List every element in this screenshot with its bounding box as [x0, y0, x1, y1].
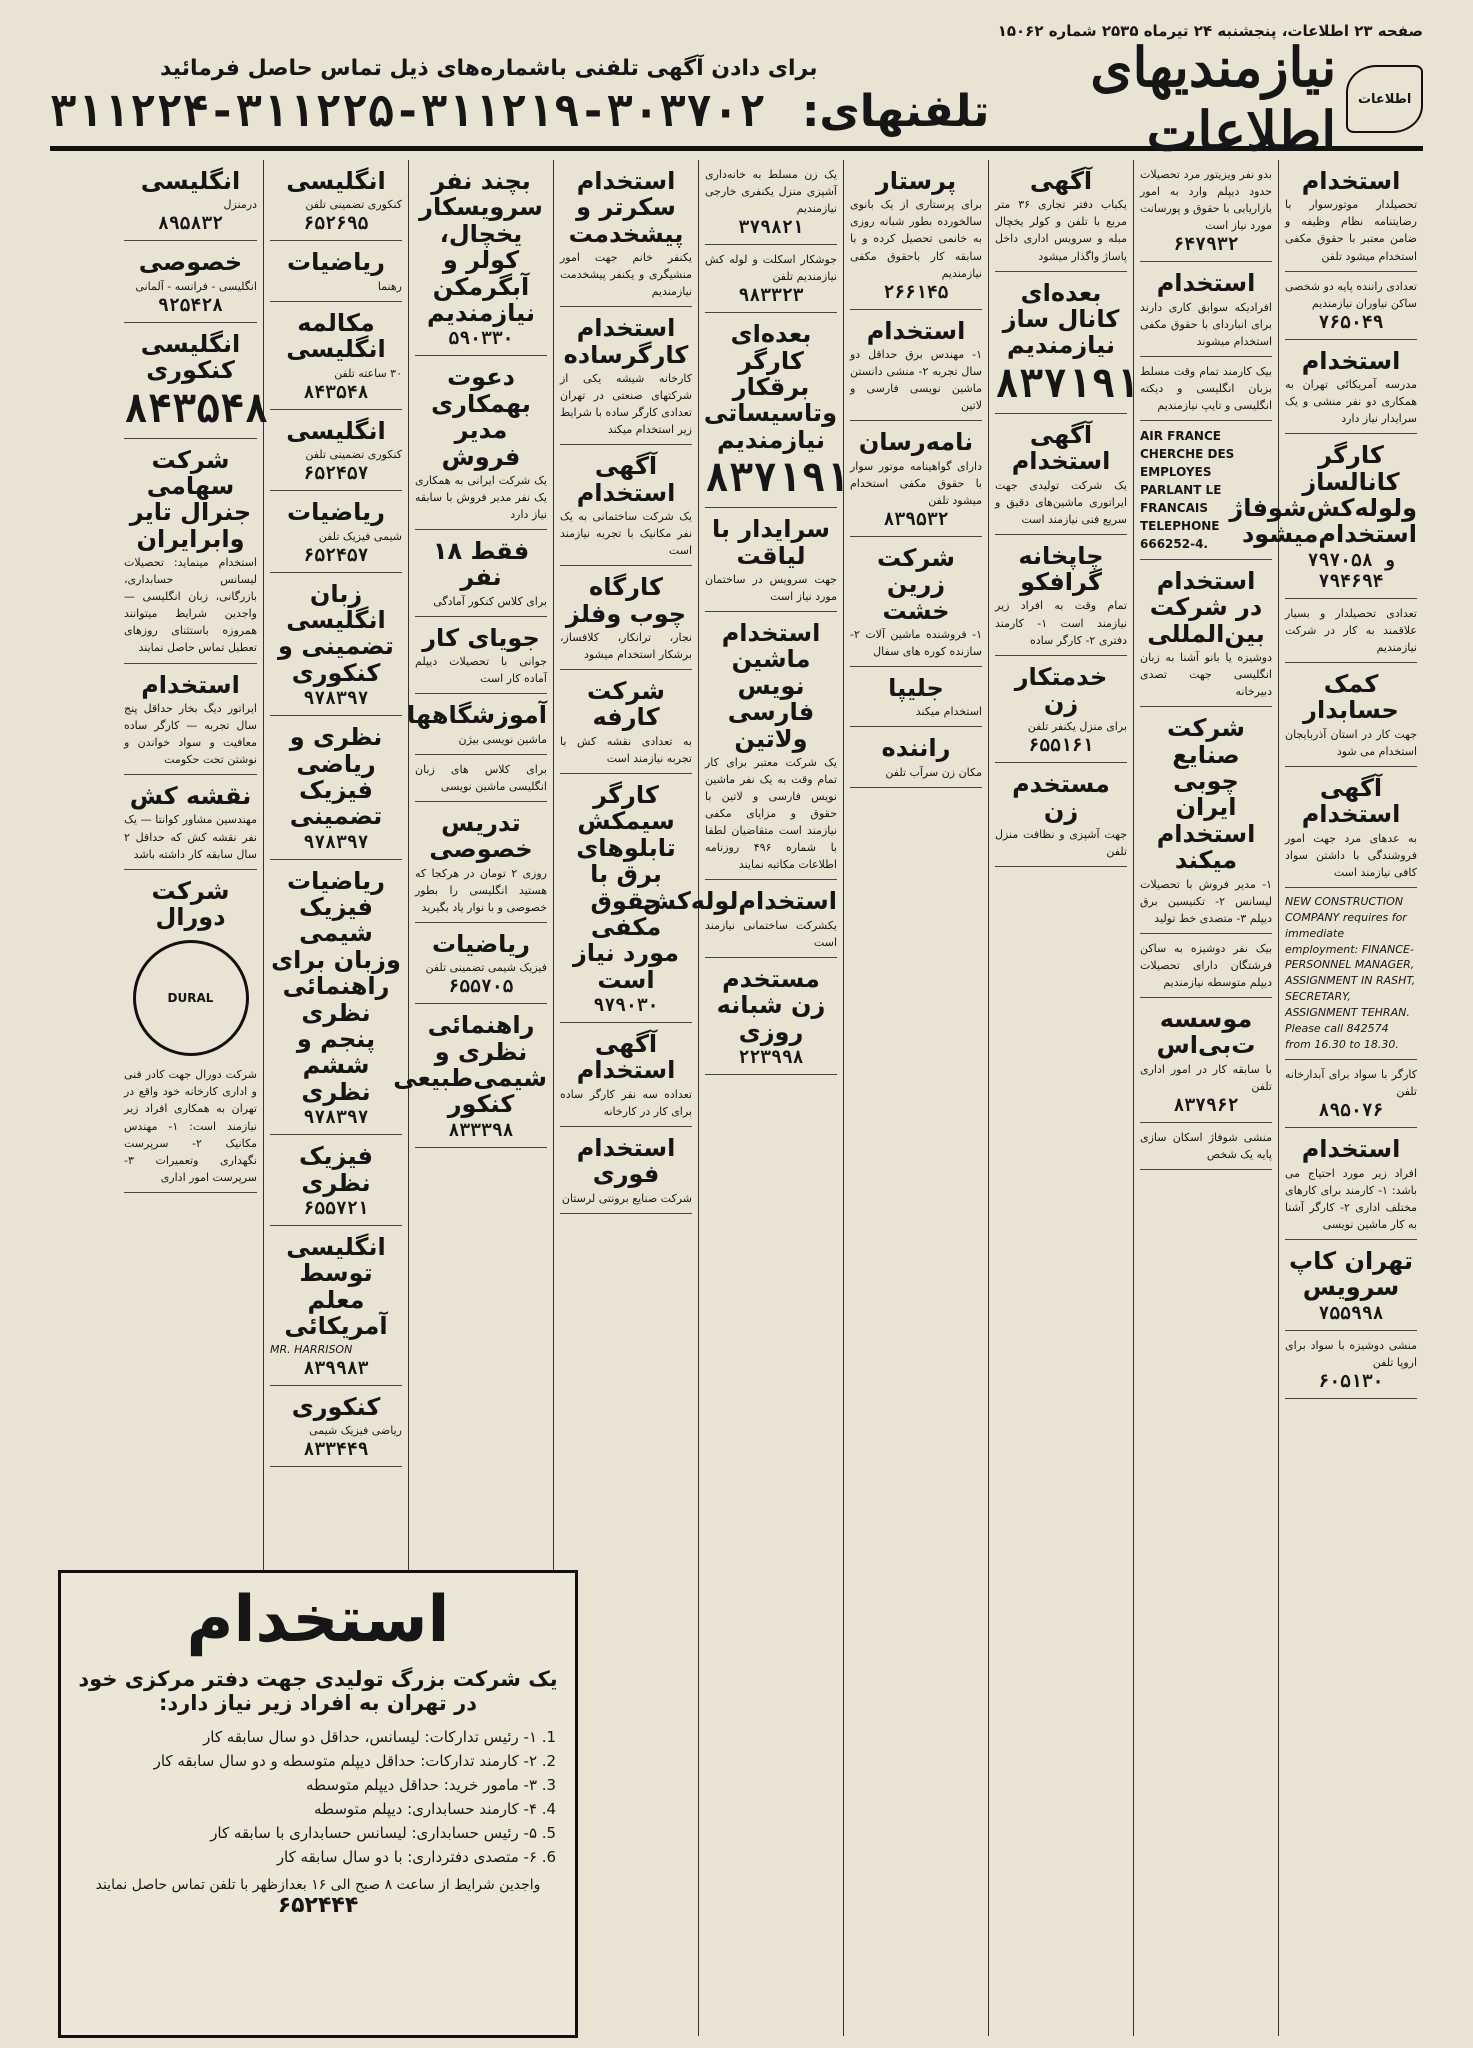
ad-text: ماشین نویسی بیژن — [458, 732, 547, 746]
footer-ad-title: استخدام — [186, 1583, 450, 1657]
ad-title: بعده‌ای کارگر برقکار وتاسیساتی نیازمندیم — [703, 320, 837, 454]
ad-phone: ۹۷۸۳۹۷ — [303, 688, 369, 710]
ad-text: شیمی فیزیک تلفن — [318, 529, 402, 543]
ad-text: افراد زیر مورد احتیاج می باشد: ۱- کارمند برای کارهای مختلف اداری ۲- کارگر آشنا به کار ماشین نویسی — [1285, 1166, 1417, 1231]
classified-ad — [1285, 1240, 1417, 1331]
classified-ad — [1285, 599, 1417, 663]
ad-title: آگهی استخدام — [576, 1030, 676, 1085]
ad-title: آگهی — [1029, 167, 1093, 195]
ad-title: انگلیسی توسط معلم آمریکائی — [284, 1233, 388, 1341]
classified-ad — [560, 774, 692, 1023]
ad-text: جهت کار در استان آذربایجان استخدام می شود — [1285, 727, 1417, 758]
ad-text: کنکوری تضمینی تلفن — [305, 448, 402, 462]
classified-ad — [560, 160, 692, 307]
ad-phone: ۸۳۷۹۶۲ — [1173, 1094, 1239, 1116]
ad-text: برای پرستاری از یک بانوی سالخورده بطور شبانه روزی به خانمی تحصیل کرده و با سابقه کار باحقوق مکفی نیازمندیم — [850, 198, 982, 280]
ad-text: برای کلاس کنکور آمادگی — [433, 594, 547, 608]
classified-ad — [705, 245, 837, 313]
classified-ad — [850, 537, 982, 667]
ad-title: سرایدار با لیاقت — [711, 515, 831, 570]
classified-ad — [560, 670, 692, 774]
ad-text: برای کلاس های زبان انگلیسی ماشین نویسی — [415, 762, 547, 793]
ad-text: دوشیزه یا بانو آشنا به زبان انگلیسی جهت تصدی دبیرخانه — [1140, 651, 1272, 699]
ad-text: یک شرکت معتبر برای کار تمام وقت به یک نفر ماشین نویس فارسی و لاتین با حقوق و مزایای مکفی نیازمند است متقاضیان لطفا با شماره ۴۹۶ روزنامه اطلاعات مکاتبه نمایند — [705, 756, 837, 872]
ad-title: استخدام — [1156, 269, 1256, 298]
ad-phone: ۸۹۵۸۳۲ — [157, 213, 224, 235]
ad-title: شرکت سهامی جنرال تایر وابرایران — [129, 445, 252, 553]
ad-phone: ۳۷۹۸۲۱ — [738, 217, 804, 239]
ad-title: انگلیسی — [140, 167, 241, 195]
ad-phone: ۸۳۹۹۸۳ — [303, 1357, 369, 1379]
ad-phone: ۶۴۷۹۳۲ — [1173, 234, 1239, 256]
ad-phone: ۹۷۸۳۹۷ — [303, 831, 369, 853]
ad-text: جهت آشپزی و نظافت منزل تلفن — [995, 828, 1127, 859]
classified-ad — [1285, 340, 1417, 435]
ad-text: تعدادی تحصیلدار و بسیار علاقمند به کار در شرکت نیازمندیم — [1285, 606, 1417, 654]
ad-title: استخدام — [1301, 167, 1401, 195]
ad-title: راننده — [881, 734, 951, 763]
ad-text: یک شرکت تولیدی جهت ایراتوری ماشین‌های دقیق و سریع فنی نیازمند است — [995, 478, 1127, 526]
footer-ad-lead: یک شرکت بزرگ تولیدی جهت دفتر مرکزی خود در تهران به افراد زیر نیاز دارد: — [78, 1667, 558, 1715]
company-logo-icon: DURAL — [133, 940, 249, 1056]
ad-title: انگلیسی کنکوری — [140, 329, 241, 385]
ad-title: آموزشگاهها — [406, 701, 547, 730]
ad-text: یک زن مسلط به خانه‌داری آشپزی منزل یکنفری خارجی نیازمندیم — [705, 168, 837, 216]
classified-ad — [270, 716, 402, 860]
ad-title: پرستار — [875, 167, 957, 195]
ad-text: استخدام میکند — [915, 705, 982, 719]
classified-ad — [560, 307, 692, 445]
ad-text: دارای گواهینامه موتور سوار با حقوق مکفی استخدام میشود تلفن — [850, 459, 982, 507]
ad-phone: ۸۳۳۴۴۹ — [303, 1438, 369, 1460]
classified-ad — [1285, 888, 1417, 1060]
ad-title: فیزیک نظری — [298, 1142, 374, 1197]
ad-title: ریاضیات — [432, 929, 530, 958]
classified-ad — [1285, 1060, 1417, 1128]
classified-ad — [995, 656, 1127, 764]
ad-title: موسسه ت‌بی‌اس — [1156, 1004, 1256, 1060]
ad-text: به تعدادی نقشه کش با تجربه نیازمند است — [560, 734, 692, 765]
classified-ad — [124, 439, 257, 664]
classified-ad — [995, 414, 1127, 535]
ad-title: خصوصی — [138, 248, 243, 277]
ad-text: شرکت دورال جهت کادر فنی و اداری کارخانه خود واقع در تهران به همکاری افراد زیر نیازمند است: ۱- مهندس مکانیک ۲- سرپرست نگهداری وتعمیرات ۳- سرپرست امور اداری — [124, 1068, 257, 1184]
ad-phone: ۹۸۳۳۲۳ — [738, 285, 804, 307]
classified-ad — [1140, 560, 1272, 707]
ad-text: مکان زن سرآب تلفن — [885, 765, 982, 779]
classified-ad — [995, 160, 1127, 272]
ad-title: خدمتکار زن — [1014, 662, 1108, 717]
classified-ad — [270, 410, 402, 491]
ad-text: ۱- فروشنده ماشین آلات ۲- سازنده کوره های سفال — [850, 627, 982, 658]
ad-english-text: NEW CONSTRUCTION COMPANY requires for immediate employment: FINANCE-PERSONNEL MANAGER, ASSIGNMENT IN RASHT, SECRETARY, ASSIGNMENT TEHRAN. Please call 842574 from 16.30 to 18.30. — [1285, 894, 1416, 1052]
ad-title: کمک حسابدار — [1303, 669, 1399, 725]
ad-title: شرکت دورال — [151, 876, 230, 931]
ettelaat-logo-icon: اطلاعات — [1346, 65, 1423, 133]
classified-ad — [1285, 1331, 1417, 1399]
ad-title: کارگاه چوب وفلز — [565, 573, 687, 628]
ad-title: ریاضیات — [287, 248, 385, 277]
ad-text: تحصیلدار موتورسوار با رضایتنامه نظام وظیفه و ضامن معتبر با حقوق مکفی استخدام میشود تلفن — [1285, 198, 1417, 263]
classified-ad — [124, 241, 257, 322]
ad-phone: ۶۰۵۱۳۰ — [1318, 1370, 1384, 1392]
ad-title: نقشه کش — [129, 782, 252, 811]
footer-ad-item: 6. ۶- متصدی دفترداری: با دو سال سابقه کار — [75, 1845, 537, 1869]
ad-phone: ۶۵۵۷۰۵ — [448, 976, 514, 998]
footer-ad-box — [58, 1570, 578, 2038]
classified-ad — [1285, 1128, 1417, 1240]
classified-ad — [124, 775, 257, 870]
classified-ad — [270, 302, 402, 410]
ad-text: یکباب دفتر تجاری ۳۶ متر مربع با تلفن و کولر یخچال مبله و سرویس اداری داخل پاساژ واگذار میشود — [995, 198, 1127, 263]
ad-text: کنکوری تضمینی تلفن — [305, 198, 402, 212]
classified-ad — [415, 617, 547, 694]
classified-ad — [560, 1127, 692, 1214]
ad-text: منشی دوشیزه با سواد برای اروپا تلفن — [1285, 1338, 1417, 1369]
classified-ad — [850, 727, 982, 787]
ad-text: فیزیک شیمی تضمینی تلفن — [425, 961, 547, 975]
ad-title: کنکوری — [291, 1392, 381, 1421]
brand-block — [943, 35, 1423, 163]
ad-phone: ۹۲۵۴۲۸ — [157, 294, 224, 316]
classified-ad — [415, 160, 547, 356]
classified-ad — [1140, 262, 1272, 357]
ad-phone: ۹۷۹۰۳۰ — [593, 995, 659, 1017]
classified-ad — [270, 860, 402, 1136]
footer-ad-item: 3. ۳- مامور خرید: حداقل دیپلم متوسطه — [75, 1773, 537, 1797]
ad-title: کارگر سیمکش تابلوهای برق با حقوق مکفی مورد نیاز است — [572, 780, 680, 994]
classified-ad — [1140, 707, 1272, 933]
ad-text: جوانی با تحصیلات دیپلم آماده کار است — [415, 655, 547, 686]
ad-title: مکالمه انگلیسی — [286, 308, 386, 364]
classified-ad — [1140, 357, 1272, 421]
classified-ad — [1285, 663, 1417, 767]
classified-ad — [415, 356, 547, 530]
footer-ad-item: 1. ۱- رئیس تدارکات: لیسانس، حداقل دو سال سابقه کار — [75, 1725, 537, 1749]
ad-text: منشی شوفاژ اسکان سازی پایه یک شخص — [1140, 1130, 1272, 1161]
classified-ad — [124, 870, 257, 1193]
classified-ad — [995, 763, 1127, 867]
classified-ad — [270, 160, 402, 241]
ad-title: مستخدم زن شبانه روزی — [716, 964, 826, 1046]
ad-phone-large: ۸۳۷۱۹۱ — [995, 360, 1140, 407]
classified-ad — [703, 313, 850, 508]
footer-ad-list — [75, 1725, 561, 1869]
ad-title: استخدام — [1301, 346, 1401, 375]
ad-phone: ۷۶۵۰۴۹ — [1318, 311, 1384, 333]
classified-ad — [995, 535, 1127, 656]
ad-title: آگهی استخدام — [1301, 773, 1401, 829]
classified-ad — [270, 1226, 402, 1386]
ad-text: بیک نفر دوشیزه به ساکن فرشتگان دارای تحصیلات دیپلم متوسطه نیازمندیم — [1140, 941, 1272, 989]
classified-ad — [1285, 767, 1417, 888]
ad-title: جویای کار — [422, 623, 540, 652]
ad-text: مدرسه آمریکائی تهران به همکاری دو نفر منشی و یک سرایدار نیاز دارد — [1285, 378, 1417, 426]
ad-text: یکنفر خانم جهت امور منشیگری و یکنفر پیشخدمت نیازمندیم — [560, 251, 692, 299]
ad-column — [1229, 160, 1423, 2036]
ad-title: انگلیسی — [286, 167, 386, 195]
ad-title: استخدام در شرکت بین‌المللی — [1147, 566, 1265, 648]
ad-text: یک شرکت ایرانی به همکاری یک نفر مدیر فروش با سابقه نیاز دارد — [415, 473, 547, 521]
ad-text: یک شرکت ساختمانی به یک نفر مکانیک با تجربه نیازمند است — [560, 510, 692, 558]
ad-phone: ۶۵۲۴۵۷ — [303, 463, 369, 485]
ad-text: افرادیکه سوابق کاری دارند برای انباردای با حقوق مکفی استخدام میشوند — [1140, 300, 1272, 348]
classified-ad — [1285, 272, 1417, 340]
ad-title: آگهی استخدام — [1011, 420, 1111, 476]
ad-title: چاپخانه گرافکو — [1018, 541, 1104, 597]
classified-ad — [270, 241, 402, 301]
ad-text: جوشکار اسکلت و لوله کش نیازمندیم تلفن — [705, 253, 837, 284]
ad-title: استخدام فوری — [576, 1133, 676, 1189]
classified-ad — [270, 491, 402, 572]
ad-column — [843, 160, 988, 2036]
classified-ad — [705, 958, 837, 1075]
ad-title: استخدام ماشین نویس فارسی ولاتین — [721, 619, 821, 753]
ad-text: کارخانه شیشه یکی از شرکتهای صنعتی در تهران تعدادی کارگر ساده با شرایط زیر استخدام میکند — [560, 372, 692, 437]
footer-ad-contact: واجدین شرایط از ساعت ۸ صبح الی ۱۶ بعدازظهر با تلفن تماس حاصل نمایند — [95, 1877, 541, 1893]
ad-title: استخدام‌لوله‌کش — [642, 887, 837, 916]
ad-english-text: MR. HARRISON — [270, 1342, 353, 1356]
ad-phone: ۷۹۷۰۵۸ و ۷۹۴۶۹۴ — [1307, 549, 1395, 592]
ad-column — [1133, 160, 1278, 2036]
footer-ad-item: 2. ۲- کارمند تدارکات: حداقل دیپلم متوسطه و دو سال سابقه کار — [75, 1749, 537, 1773]
classified-ad — [850, 667, 982, 727]
classified-ad — [560, 445, 692, 566]
page-info: صفحه ۲۳ اطلاعات، پنجشنبه ۲۴ تیرماه ۲۵۳۵ شماره ۱۵۰۶۲ — [997, 22, 1423, 40]
brand-title: نیازمندیهای اطلاعات — [1090, 35, 1337, 163]
ad-title: آگهی استخدام — [576, 452, 676, 507]
ad-title: ریاضیات فیزیک شیمی وزبان برای راهنمائی نظری پنجم و ششم نظری — [271, 866, 401, 1106]
ad-phone: ۶۵۵۷۲۱ — [303, 1198, 369, 1219]
ad-title: کارگر کانالساز ولوله‌کش‌شوفاژ استخدام‌میشود — [1229, 441, 1417, 549]
ad-phone: ۸۴۳۵۴۸ — [303, 381, 369, 403]
ad-phone: ۸۹۵۰۷۶ — [1318, 1100, 1384, 1122]
classified-ad — [705, 160, 837, 245]
classified-ad — [850, 160, 982, 310]
ad-title: استخدام کارگرساده — [563, 314, 689, 369]
ad-title: شرکت کارفه — [587, 677, 665, 732]
footer-ad-phone: ۶۵۲۴۴۴ — [277, 1893, 359, 1918]
footer-ad-item: 5. ۵- رئیس حسابداری: لیسانس حسابداری با سابقه کار — [75, 1821, 537, 1845]
ad-phone: ۶۵۲۶۹۵ — [303, 213, 369, 235]
ad-title: دعوت بهمکاری مدیر فروش — [431, 363, 531, 471]
ad-text: ایراتور دیگ بخار حداقل پنج سال تجربه — کارگر ساده معافیت و سواد خواندن و نوشتن تحت حکومت — [124, 701, 257, 767]
footer-ad-item: 4. ۴- کارمند حسابداری: دیپلم متوسطه — [75, 1797, 537, 1821]
ad-text: نجار، ترانکار، کلافساز، برشکار استخدام میشود — [560, 630, 692, 662]
classified-ad — [1140, 160, 1272, 262]
ad-title: تدریس خصوصی — [429, 808, 533, 864]
ad-text: درمنزل — [223, 198, 257, 212]
classified-ad — [1140, 934, 1272, 998]
ad-text: به عدهای مرد جهت امور فروشندگی با داشتن سواد کافی نیازمند است — [1285, 831, 1417, 879]
ad-text: با سابقه کار در امور اداری تلفن — [1140, 1062, 1272, 1093]
classified-ad — [705, 612, 837, 880]
ad-title: بعده‌ای کانال ساز نیازمندیم — [1002, 278, 1120, 360]
ad-text: مهندسین مشاور کوانتا — یک نفر نقشه کش که حداقل ۲ سال سابقه کار داشته باشد — [124, 813, 257, 861]
ad-column — [642, 160, 850, 2036]
ad-text: انگلیسی - فرانسه - آلمانی — [135, 279, 257, 293]
ad-title: نامه‌رسان — [858, 428, 974, 457]
ad-title: نظری و ریاضی فیزیک تضمینی — [289, 723, 383, 831]
ad-phone: ۷۵۵۹۹۸ — [1318, 1302, 1384, 1324]
classified-ad — [560, 566, 692, 670]
ad-phone: ۶۵۵۱۶۱ — [1028, 735, 1094, 757]
classified-ad — [642, 880, 837, 957]
ad-title: تهران کاپ سرویس — [1289, 1246, 1413, 1302]
ad-phone-large: ۸۴۳۵۴۸ — [124, 385, 269, 432]
classified-ad — [1140, 998, 1272, 1123]
ad-title: استخدام — [866, 316, 966, 345]
ad-text: یکشرکت ساختمانی نیازمند است — [705, 918, 837, 949]
ad-text: روزی ۲ تومان در هرکجا که هستید انگلیسی را بطور خصوصی و با نوار یاد بگیرید — [415, 866, 547, 914]
ad-text: شرکت صنایع برونتی لرستان — [561, 1191, 692, 1205]
classified-ad — [850, 310, 982, 422]
classified-ad — [124, 323, 269, 439]
ad-title: جلیپا — [888, 674, 944, 702]
ad-text: برای منزل یکنفر تلفن — [1027, 720, 1127, 734]
ad-title: شرکت زرین خشت — [877, 543, 955, 625]
phones-value: ۳۰۳۷۰۲-۳۱۱۲۱۹-۳۱۱۲۲۵-۳۱۱۲۲۴ — [50, 86, 766, 137]
classified-ad — [270, 1135, 402, 1226]
classified-ad — [124, 160, 257, 241]
ad-text: تعداده سه نفر کارگر ساده برای کار در کارخانه — [560, 1087, 692, 1118]
classified-ad — [415, 530, 547, 617]
ad-title: زبان انگلیسی تضمینی و کنکوری — [278, 579, 394, 687]
ad-title: بچند نفر سرویسکار یخچال، کولر و آبگرمکن نیازمندیم — [419, 167, 543, 327]
classified-ad — [995, 272, 1140, 414]
ad-title: استخدام — [1301, 1135, 1401, 1164]
phone-numbers — [50, 86, 989, 137]
ad-title: راهنمائی نظری و شیمی‌طبیعی کنکور — [393, 1011, 547, 1119]
classified-ad — [415, 802, 547, 923]
classified-ad — [1140, 1123, 1272, 1170]
classified-ad — [415, 923, 547, 1004]
ad-text: تعدادی راننده پایه دو شخصی ساکن نیاوران نیازمندیم — [1285, 279, 1417, 310]
ad-text: کارگر با سواد برای آبدارخانه تلفن — [1285, 1068, 1417, 1099]
classified-ad — [1285, 160, 1417, 272]
classified-ad — [705, 508, 837, 612]
ad-title: استخدام — [141, 670, 240, 699]
ad-phone-large: ۸۳۷۱۹۱ — [705, 455, 850, 502]
classified-ad — [270, 573, 402, 717]
ad-text: ۱- مهندس برق حداقل دو سال تجربه ۲- منشی دانستن ماشین نویسی فارسی و لاتین — [850, 348, 982, 413]
ad-column — [988, 160, 1140, 2036]
ad-phone: ۲۲۳۹۹۸ — [738, 1047, 804, 1068]
classified-ad — [1229, 434, 1417, 599]
classified-ad — [415, 755, 547, 802]
ad-title: انگلیسی — [286, 416, 386, 445]
ad-title: مستخدم زن — [1012, 770, 1110, 825]
ad-title: شرکت صنایع چوبی ایران استخدام میکند — [1156, 714, 1256, 875]
masthead — [50, 35, 1423, 163]
ad-phone: ۲۶۶۱۴۵ — [883, 281, 949, 303]
classified-ad — [560, 1023, 692, 1127]
ad-text: ۱- مدیر فروش با تحصیلات لیسانس ۲- تکنیسین برق دیپلم ۳- متصدی خط تولید — [1140, 877, 1272, 925]
classified-ad — [406, 694, 547, 754]
ad-text: ریاضی فیزیک شیمی — [309, 1423, 402, 1437]
ad-text: بدو نفر ویزیتور مرد تحصیلات حدود دیپلم وارد به امور بازاریابی با حقوق و پورسانت مورد نیاز است — [1140, 168, 1272, 233]
ad-phone: ۶۵۲۴۵۷ — [303, 544, 369, 566]
classified-ad — [850, 421, 982, 537]
ad-text: استخدام مینماید: تحصیلات لیسانس حسابداری، بازرگانی، زبان انگلیسی — واجدین شرایط میتوانند همروزه باستثنای روزهای تعطیل تماس حاصل نمایند — [124, 556, 257, 655]
ad-phone: ۹۷۸۳۹۷ — [303, 1107, 369, 1129]
classified-ad — [393, 1004, 547, 1148]
ad-title: استخدام سکرتر و پیشخدمت — [568, 167, 684, 248]
ad-text: رهنما — [377, 279, 402, 293]
ad-text: ۳۰ ساعته تلفن — [334, 366, 402, 380]
classified-ad — [124, 664, 257, 776]
classified-ad — [270, 1386, 402, 1467]
ad-phone: ۸۳۳۳۹۸ — [448, 1119, 514, 1141]
ad-title: فقط ۱۸ نفر — [432, 537, 530, 592]
ad-phone: ۵۹۰۳۳۰ — [448, 328, 514, 350]
ad-title: ریاضیات — [287, 498, 385, 527]
ad-text: جهت سرویس در ساختمان مورد نیاز است — [705, 572, 837, 604]
ad-phone: ۸۳۹۵۳۲ — [883, 508, 949, 530]
classified-ad — [1140, 421, 1272, 560]
phones-label: تلفنهای: — [801, 86, 990, 137]
ad-text: بیک کارمند تمام وقت مسلط بزبان انگلیسی و دیکته انگلیسی و تایپ نیازمندیم — [1140, 364, 1272, 412]
ad-text: تمام وقت به افراد زیر نیازمند است ۱- کارمند دفتری ۲- کارگر ساده — [995, 599, 1127, 647]
ad-french-text: AIR FRANCE CHERCHE DES EMPLOYES PARLANT LE FRANCAIS TELEPHONE 666252-4. — [1140, 428, 1235, 551]
call-notice: برای دادن آگهی تلفنی باشماره‌های ذیل تماس حاصل فرمائید — [160, 56, 818, 81]
